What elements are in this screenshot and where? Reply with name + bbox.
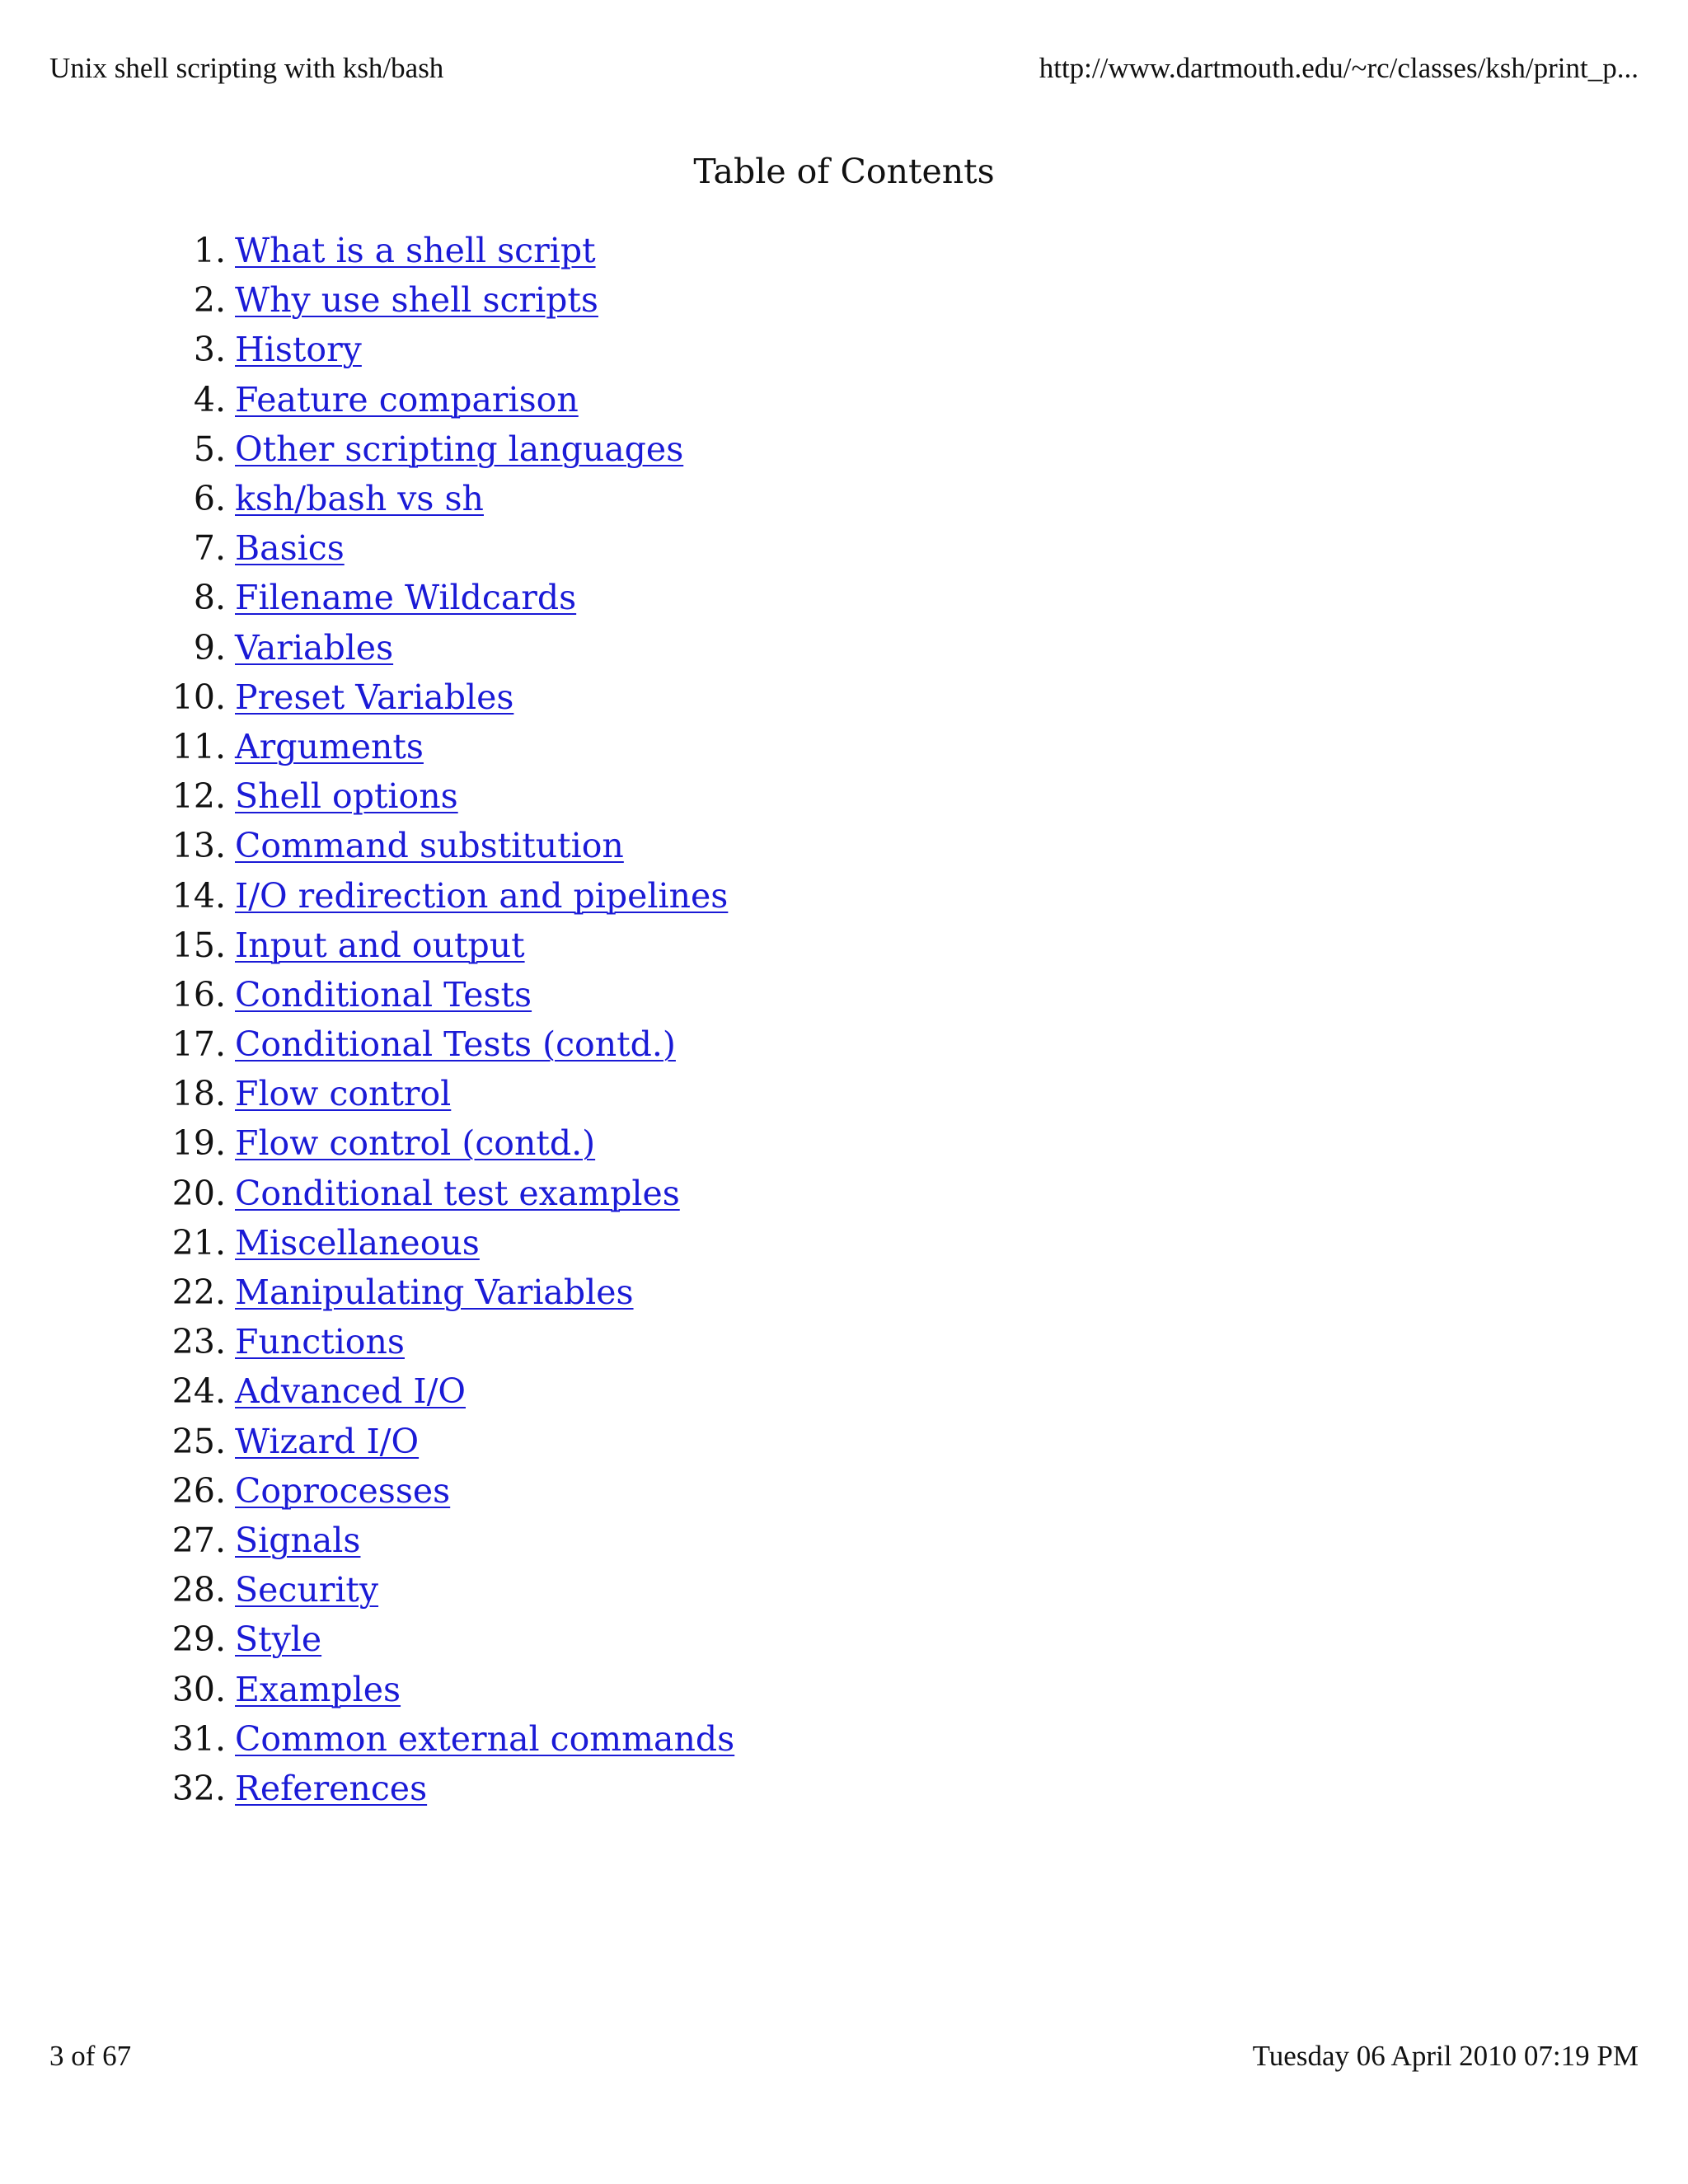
toc-item [165, 1664, 734, 1713]
toc-item-number: 21. [171, 1222, 226, 1263]
toc-link[interactable]: History [235, 330, 362, 370]
toc-item [165, 424, 734, 474]
toc-item-number: 28. [171, 1570, 226, 1610]
toc-item-number: 6. [193, 479, 226, 519]
toc-item-number: 5. [193, 429, 226, 469]
toc-item-number: 2. [193, 280, 226, 321]
toc-link[interactable]: Wizard I/O [235, 1421, 420, 1461]
toc-link[interactable]: Why use shell scripts [235, 280, 598, 321]
toc-item [165, 1714, 734, 1764]
toc-list [165, 226, 734, 1813]
toc-item [165, 771, 734, 821]
toc-item [165, 523, 734, 573]
toc-item [165, 1466, 734, 1516]
toc-link[interactable]: Conditional test examples [235, 1173, 680, 1213]
toc-item [165, 474, 734, 523]
toc-link[interactable]: Basics [235, 528, 345, 569]
toc-item [165, 921, 734, 970]
toc-link[interactable]: Preset Variables [235, 677, 514, 717]
toc-item-number: 4. [193, 379, 226, 419]
toc-item-number: 30. [171, 1669, 226, 1709]
toc-item-number: 25. [171, 1421, 226, 1461]
toc-item [165, 623, 734, 673]
toc-item-number: 27. [171, 1520, 226, 1560]
toc-link[interactable]: Style [235, 1619, 322, 1660]
toc-item [165, 722, 734, 771]
toc-item [165, 821, 734, 870]
toc-item-number: 1. [193, 231, 226, 271]
toc-link[interactable]: Command substitution [235, 826, 624, 866]
toc-item-number: 3. [193, 330, 226, 370]
toc-item [165, 1615, 734, 1664]
toc-link[interactable]: Common external commands [235, 1718, 735, 1759]
toc-item-number: 23. [171, 1322, 226, 1362]
toc-item [165, 1268, 734, 1317]
toc-link[interactable]: Coprocesses [235, 1470, 451, 1511]
toc-item-number: 26. [171, 1470, 226, 1511]
toc-item-number: 7. [193, 528, 226, 569]
toc-item-number: 29. [171, 1619, 226, 1660]
toc-link[interactable]: Input and output [235, 925, 525, 965]
toc-link[interactable]: Conditional Tests (contd.) [235, 1024, 676, 1065]
toc-item-number: 12. [171, 776, 226, 817]
toc-item [165, 1764, 734, 1813]
document-title: Unix shell scripting with ksh/bash [49, 52, 444, 84]
toc-link[interactable]: Feature comparison [235, 379, 579, 419]
toc-item-number: 20. [171, 1173, 226, 1213]
toc-item [165, 325, 734, 374]
toc-item-number: 32. [171, 1768, 226, 1808]
toc-link[interactable]: Filename Wildcards [235, 578, 577, 618]
toc-item [165, 870, 734, 920]
toc-link[interactable]: I/O redirection and pipelines [235, 875, 729, 916]
toc-item [165, 1069, 734, 1118]
toc-item-number: 8. [193, 578, 226, 618]
toc-item [165, 275, 734, 325]
page-counter: 3 of 67 [49, 2040, 132, 2072]
toc-item [165, 1516, 734, 1565]
toc-item [165, 1218, 734, 1268]
toc-link[interactable]: Functions [235, 1322, 405, 1362]
toc-link[interactable]: Conditional Tests [235, 974, 532, 1015]
toc-item [165, 1565, 734, 1615]
toc-link[interactable]: Arguments [235, 726, 424, 766]
toc-item [165, 1169, 734, 1218]
toc-item [165, 573, 734, 622]
toc-link[interactable]: Shell options [235, 776, 458, 817]
toc-link[interactable]: Flow control (contd.) [235, 1123, 596, 1164]
toc-item [165, 1417, 734, 1466]
print-footer [49, 2036, 1639, 2077]
toc-link[interactable]: What is a shell script [235, 231, 596, 271]
toc-item-number: 15. [171, 925, 226, 965]
toc-link[interactable]: References [235, 1768, 428, 1808]
toc-link[interactable]: Examples [235, 1669, 401, 1709]
toc-title: Table of Contents [693, 152, 995, 191]
toc-link[interactable]: Advanced I/O [235, 1371, 466, 1412]
toc-item-number: 18. [171, 1074, 226, 1114]
toc-link[interactable]: Security [235, 1570, 379, 1610]
toc-link[interactable]: Flow control [235, 1074, 452, 1114]
toc-item [165, 226, 734, 275]
toc-link[interactable]: Manipulating Variables [235, 1272, 634, 1313]
toc-link[interactable]: Miscellaneous [235, 1222, 480, 1263]
toc-item [165, 1118, 734, 1168]
toc-item [165, 1366, 734, 1416]
toc-link[interactable]: Signals [235, 1520, 361, 1560]
toc-item-number: 10. [171, 677, 226, 717]
toc-item-number: 13. [171, 826, 226, 866]
toc-item-number: 14. [171, 875, 226, 916]
toc-item [165, 673, 734, 722]
toc-item [165, 970, 734, 1019]
toc-item-number: 19. [171, 1123, 226, 1164]
toc-item [165, 375, 734, 424]
toc-item-number: 31. [171, 1718, 226, 1759]
toc-item [165, 1019, 734, 1069]
source-url: http://www.dartmouth.edu/~rc/classes/ksh/print_p... [1039, 52, 1639, 84]
toc-link[interactable]: Other scripting languages [235, 429, 684, 469]
toc-link[interactable]: ksh/bash vs sh [235, 479, 484, 519]
toc-item-number: 24. [171, 1371, 226, 1412]
print-datetime: Tuesday 06 April 2010 07:19 PM [1252, 2040, 1639, 2072]
print-header [49, 48, 1639, 89]
toc-link[interactable]: Variables [235, 627, 394, 668]
toc-item-number: 11. [171, 726, 226, 766]
toc-item-number: 22. [171, 1272, 226, 1313]
toc-item-number: 9. [193, 627, 226, 668]
toc-item-number: 16. [171, 974, 226, 1015]
toc-item-number: 17. [171, 1024, 226, 1065]
toc-item [165, 1317, 734, 1366]
